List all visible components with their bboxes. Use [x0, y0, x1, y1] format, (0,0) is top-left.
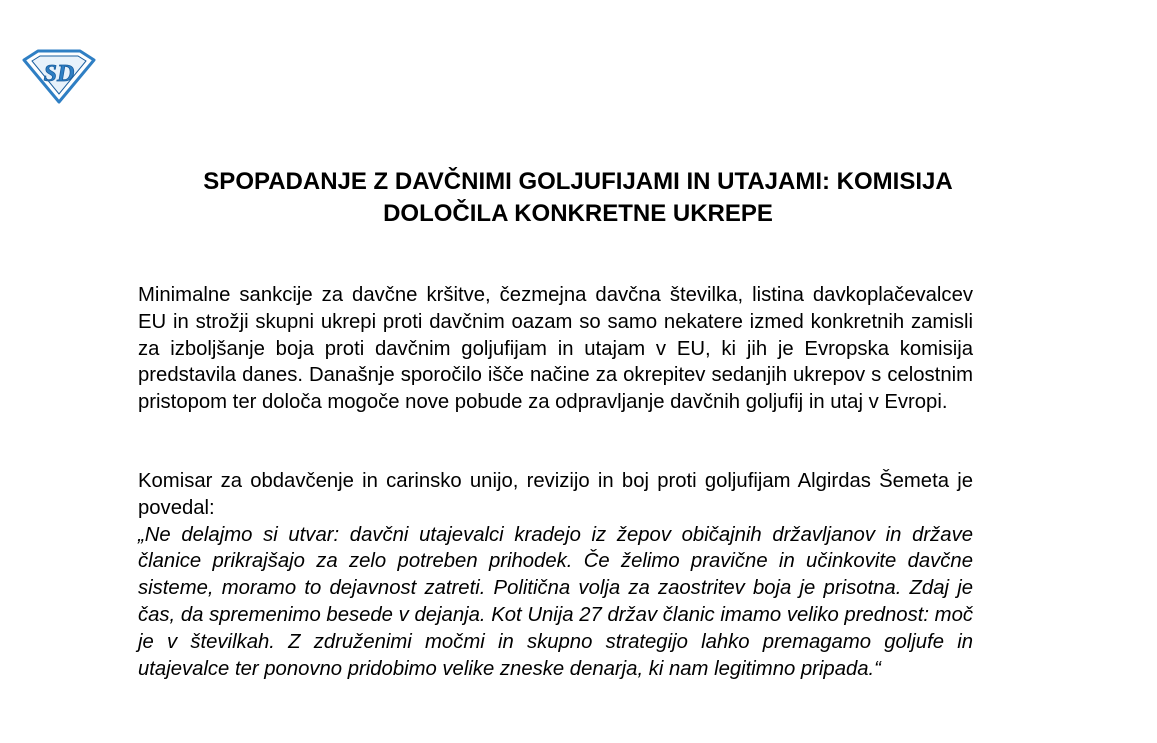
paragraph-quote-block: [138, 468, 973, 682]
commissioner-quote: „Ne delajmo si utvar: davčni utajevalci kradejo iz žepov običajnih državljanov in države članice prikrajšajo za zelo potreben prihodek. Če želimo pravične in učinkovite davčne sisteme, moramo to dejavnost zatreti. Politična volja za zaostritev boja je prisotna. Zdaj je čas, da spremenimo besede v dejanja. Kot Unija 27 držav članic imamo veliko prednost: moč je v številkah. Z združenimi močmi in skupno strategijo lahko premagamo goljufe in utajevalce ter ponovno pridobimo velike zneske denarja, ki nam legitimno pripada.“: [138, 523, 973, 680]
quote-attribution: Komisar za obdavčenje in carinsko unijo, revizijo in boj proti goljufijam Algirdas Šemeta je povedal:: [138, 470, 973, 519]
paragraph-intro: Minimalne sankcije za davčne kršitve, čezmejna davčna številka, listina davkoplačevalcev EU in strožji skupni ukrepi proti davčnim oazam so samo nekatere izmed konkretnih zamisli za izboljšanje boja proti davčnim goljufijam in utajam v EU, ki jih je Evropska komisija predstavila danes. Današnje sporočilo išče načine za okrepitev sedanjih ukrepov s celostnim pristopom ter določa mogoče nove pobude za odpravljanje davčnih goljufij in utaj v Evropi.: [138, 284, 973, 414]
sd-logo: [22, 48, 96, 104]
page-title: SPOPADANJE Z DAVČNIMI GOLJUFIJAMI IN UTAJAMI: KOMISIJA DOLOČILA KONKRETNE UKREPE: [203, 168, 953, 227]
svg-text:SD: SD: [43, 61, 75, 87]
